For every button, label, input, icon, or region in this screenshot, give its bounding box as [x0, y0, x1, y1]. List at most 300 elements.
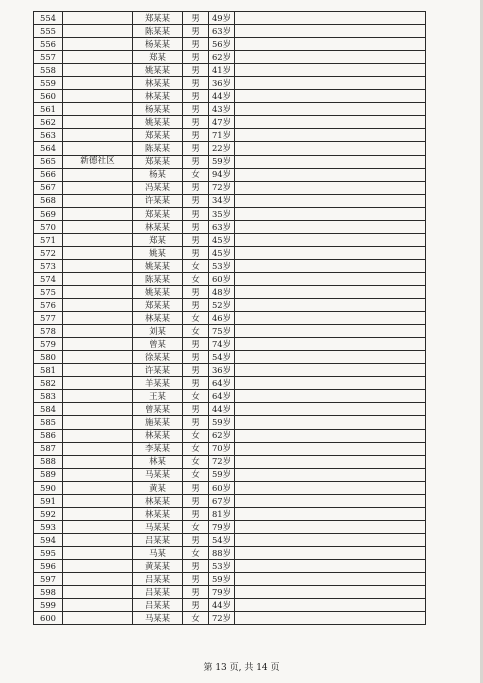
name-cell: 林某某: [133, 312, 183, 325]
community-cell: [63, 364, 133, 377]
remarks-cell: [235, 494, 426, 507]
sex-cell: 男: [183, 481, 209, 494]
age-cell: 47岁: [209, 116, 235, 129]
table-row: [34, 312, 426, 325]
row-number-cell: 564: [34, 142, 63, 155]
table-row: [34, 90, 426, 103]
table-row: [34, 468, 426, 481]
row-number-cell: 593: [34, 520, 63, 533]
row-number-cell: 585: [34, 416, 63, 429]
remarks-cell: [235, 142, 426, 155]
sex-cell: 男: [183, 246, 209, 259]
table-row: [34, 520, 426, 533]
name-cell: 姚某: [133, 246, 183, 259]
age-cell: 62岁: [209, 429, 235, 442]
row-number-cell: 574: [34, 272, 63, 285]
sex-cell: 男: [183, 194, 209, 207]
remarks-cell: [235, 429, 426, 442]
sex-cell: 男: [183, 51, 209, 64]
age-cell: 34岁: [209, 194, 235, 207]
age-cell: 71岁: [209, 129, 235, 142]
row-number-cell: 566: [34, 168, 63, 181]
sex-cell: 男: [183, 142, 209, 155]
age-cell: 56岁: [209, 38, 235, 51]
row-number-cell: 557: [34, 51, 63, 64]
age-cell: 44岁: [209, 599, 235, 612]
remarks-cell: [235, 442, 426, 455]
sex-cell: 男: [183, 559, 209, 572]
age-cell: 54岁: [209, 351, 235, 364]
name-cell: 马某某: [133, 520, 183, 533]
name-cell: 郑某: [133, 233, 183, 246]
community-cell: [63, 390, 133, 403]
table-row: [34, 612, 426, 625]
table-row: [34, 586, 426, 599]
table-row: [34, 573, 426, 586]
table-row: [34, 559, 426, 572]
sex-cell: 男: [183, 573, 209, 586]
community-cell: [63, 168, 133, 181]
age-cell: 45岁: [209, 233, 235, 246]
row-number-cell: 580: [34, 351, 63, 364]
age-cell: 52岁: [209, 299, 235, 312]
community-cell: [63, 233, 133, 246]
age-cell: 59岁: [209, 155, 235, 168]
row-number-cell: 581: [34, 364, 63, 377]
sex-cell: 女: [183, 429, 209, 442]
sex-cell: 女: [183, 390, 209, 403]
table-row: [34, 299, 426, 312]
sex-cell: 女: [183, 546, 209, 559]
sex-cell: 女: [183, 325, 209, 338]
community-cell: [63, 90, 133, 103]
table-row: [34, 338, 426, 351]
sex-cell: 女: [183, 168, 209, 181]
table-row: [34, 168, 426, 181]
row-number-cell: 561: [34, 103, 63, 116]
age-cell: 59岁: [209, 416, 235, 429]
age-cell: 22岁: [209, 142, 235, 155]
remarks-cell: [235, 64, 426, 77]
row-number-cell: 582: [34, 377, 63, 390]
remarks-cell: [235, 351, 426, 364]
name-cell: 杨某某: [133, 103, 183, 116]
table-row: [34, 246, 426, 259]
age-cell: 44岁: [209, 403, 235, 416]
remarks-cell: [235, 246, 426, 259]
community-cell: [63, 507, 133, 520]
remarks-cell: [235, 168, 426, 181]
table-row: [34, 51, 426, 64]
row-number-cell: 563: [34, 129, 63, 142]
age-cell: 43岁: [209, 103, 235, 116]
row-number-cell: 590: [34, 481, 63, 494]
row-number-cell: 578: [34, 325, 63, 338]
remarks-cell: [235, 285, 426, 298]
age-cell: 72岁: [209, 455, 235, 468]
sex-cell: 女: [183, 520, 209, 533]
name-cell: 马某: [133, 546, 183, 559]
community-cell: [63, 351, 133, 364]
community-cell: [63, 77, 133, 90]
sex-cell: 男: [183, 155, 209, 168]
roster-table: [33, 11, 426, 625]
community-cell: [63, 299, 133, 312]
row-number-cell: 562: [34, 116, 63, 129]
remarks-cell: [235, 207, 426, 220]
remarks-cell: [235, 116, 426, 129]
sex-cell: 男: [183, 586, 209, 599]
age-cell: 45岁: [209, 246, 235, 259]
row-number-cell: 575: [34, 285, 63, 298]
name-cell: 杨某: [133, 168, 183, 181]
sex-cell: 男: [183, 90, 209, 103]
community-cell: [63, 220, 133, 233]
age-cell: 79岁: [209, 520, 235, 533]
roster-body: [34, 12, 426, 625]
remarks-cell: [235, 12, 426, 25]
community-cell: [63, 38, 133, 51]
remarks-cell: [235, 468, 426, 481]
row-number-cell: 565: [34, 155, 63, 168]
sex-cell: 男: [183, 25, 209, 38]
remarks-cell: [235, 155, 426, 168]
sex-cell: 男: [183, 77, 209, 90]
row-number-cell: 600: [34, 612, 63, 625]
age-cell: 63岁: [209, 25, 235, 38]
age-cell: 94岁: [209, 168, 235, 181]
community-cell: [63, 25, 133, 38]
row-number-cell: 567: [34, 181, 63, 194]
community-cell: [63, 494, 133, 507]
sex-cell: 男: [183, 116, 209, 129]
table-row: [34, 416, 426, 429]
sex-cell: 男: [183, 599, 209, 612]
name-cell: 马某某: [133, 468, 183, 481]
age-cell: 53岁: [209, 559, 235, 572]
table-row: [34, 64, 426, 77]
community-cell: [63, 442, 133, 455]
age-cell: 74岁: [209, 338, 235, 351]
community-cell: [63, 559, 133, 572]
name-cell: 曾某某: [133, 403, 183, 416]
age-cell: 62岁: [209, 51, 235, 64]
sex-cell: 女: [183, 468, 209, 481]
sex-cell: 男: [183, 416, 209, 429]
community-cell: [63, 468, 133, 481]
sex-cell: 男: [183, 364, 209, 377]
sex-cell: 女: [183, 442, 209, 455]
community-cell: [63, 312, 133, 325]
sex-cell: 女: [183, 312, 209, 325]
name-cell: 王某: [133, 390, 183, 403]
sex-cell: 男: [183, 403, 209, 416]
sex-cell: 女: [183, 612, 209, 625]
community-cell: [63, 116, 133, 129]
remarks-cell: [235, 416, 426, 429]
sex-cell: 男: [183, 507, 209, 520]
age-cell: 36岁: [209, 77, 235, 90]
community-cell: [63, 546, 133, 559]
table-row: [34, 403, 426, 416]
table-row: [34, 103, 426, 116]
table-row: [34, 38, 426, 51]
name-cell: 林某: [133, 455, 183, 468]
age-cell: 48岁: [209, 285, 235, 298]
table-row: [34, 507, 426, 520]
table-row: [34, 25, 426, 38]
remarks-cell: [235, 220, 426, 233]
name-cell: 施某某: [133, 416, 183, 429]
age-cell: 72岁: [209, 612, 235, 625]
age-cell: 36岁: [209, 364, 235, 377]
remarks-cell: [235, 77, 426, 90]
row-number-cell: 556: [34, 38, 63, 51]
sex-cell: 男: [183, 64, 209, 77]
sex-cell: 男: [183, 533, 209, 546]
table-row: [34, 272, 426, 285]
community-cell: [63, 325, 133, 338]
row-number-cell: 596: [34, 559, 63, 572]
row-number-cell: 568: [34, 194, 63, 207]
row-number-cell: 560: [34, 90, 63, 103]
remarks-cell: [235, 403, 426, 416]
table-row: [34, 181, 426, 194]
sex-cell: 男: [183, 103, 209, 116]
name-cell: 郑某某: [133, 12, 183, 25]
remarks-cell: [235, 259, 426, 272]
community-cell: [63, 103, 133, 116]
community-cell: [63, 533, 133, 546]
sex-cell: 男: [183, 12, 209, 25]
age-cell: 44岁: [209, 90, 235, 103]
age-cell: 72岁: [209, 181, 235, 194]
name-cell: 曾某: [133, 338, 183, 351]
sex-cell: 男: [183, 220, 209, 233]
remarks-cell: [235, 299, 426, 312]
name-cell: 陈某某: [133, 25, 183, 38]
table-row: [34, 364, 426, 377]
row-number-cell: 583: [34, 390, 63, 403]
age-cell: 63岁: [209, 220, 235, 233]
table-row: [34, 481, 426, 494]
community-cell: [63, 573, 133, 586]
community-cell: [63, 272, 133, 285]
community-cell: [63, 12, 133, 25]
table-row: [34, 233, 426, 246]
row-number-cell: 586: [34, 429, 63, 442]
remarks-cell: [235, 325, 426, 338]
name-cell: 郑某某: [133, 129, 183, 142]
table-row: [34, 377, 426, 390]
table-row: [34, 12, 426, 25]
row-number-cell: 599: [34, 599, 63, 612]
community-cell: [63, 416, 133, 429]
table-row: [34, 455, 426, 468]
remarks-cell: [235, 364, 426, 377]
remarks-cell: [235, 390, 426, 403]
age-cell: 35岁: [209, 207, 235, 220]
row-number-cell: 595: [34, 546, 63, 559]
row-number-cell: 591: [34, 494, 63, 507]
sex-cell: 男: [183, 285, 209, 298]
name-cell: 林某某: [133, 90, 183, 103]
community-cell: [63, 194, 133, 207]
community-cell: [63, 51, 133, 64]
table-row: [34, 220, 426, 233]
table-row: [34, 599, 426, 612]
row-number-cell: 592: [34, 507, 63, 520]
community-cell: [63, 455, 133, 468]
remarks-cell: [235, 233, 426, 246]
age-cell: 79岁: [209, 586, 235, 599]
name-cell: 郑某: [133, 51, 183, 64]
remarks-cell: [235, 38, 426, 51]
table-row: [34, 207, 426, 220]
table-row: [34, 325, 426, 338]
name-cell: 郑某某: [133, 207, 183, 220]
name-cell: 吕某某: [133, 533, 183, 546]
table-row: [34, 285, 426, 298]
community-cell: [63, 612, 133, 625]
sex-cell: 男: [183, 38, 209, 51]
table-row: [34, 155, 426, 168]
sex-cell: 男: [183, 351, 209, 364]
row-number-cell: 577: [34, 312, 63, 325]
table-row: [34, 194, 426, 207]
row-number-cell: 571: [34, 233, 63, 246]
community-cell: [63, 207, 133, 220]
community-cell: [63, 481, 133, 494]
table-row: [34, 390, 426, 403]
sex-cell: 男: [183, 377, 209, 390]
name-cell: 马某某: [133, 612, 183, 625]
sex-cell: 女: [183, 272, 209, 285]
row-number-cell: 572: [34, 246, 63, 259]
remarks-cell: [235, 507, 426, 520]
name-cell: 林某某: [133, 77, 183, 90]
name-cell: 刘某: [133, 325, 183, 338]
sex-cell: 男: [183, 129, 209, 142]
name-cell: 许某某: [133, 364, 183, 377]
table-row: [34, 533, 426, 546]
remarks-cell: [235, 533, 426, 546]
row-number-cell: 589: [34, 468, 63, 481]
remarks-cell: [235, 559, 426, 572]
row-number-cell: 576: [34, 299, 63, 312]
name-cell: 黄某: [133, 481, 183, 494]
remarks-cell: [235, 312, 426, 325]
remarks-cell: [235, 599, 426, 612]
remarks-cell: [235, 546, 426, 559]
community-cell: [63, 142, 133, 155]
community-cell: [63, 129, 133, 142]
name-cell: 冯某某: [133, 181, 183, 194]
remarks-cell: [235, 338, 426, 351]
row-number-cell: 598: [34, 586, 63, 599]
row-number-cell: 594: [34, 533, 63, 546]
sex-cell: 女: [183, 455, 209, 468]
name-cell: 郑某某: [133, 155, 183, 168]
name-cell: 林某某: [133, 429, 183, 442]
name-cell: 姚某某: [133, 64, 183, 77]
remarks-cell: [235, 377, 426, 390]
name-cell: 黄某某: [133, 559, 183, 572]
name-cell: 吕某某: [133, 599, 183, 612]
row-number-cell: 573: [34, 259, 63, 272]
age-cell: 64岁: [209, 390, 235, 403]
table-row: [34, 142, 426, 155]
name-cell: 姚某某: [133, 116, 183, 129]
name-cell: 吕某某: [133, 586, 183, 599]
age-cell: 70岁: [209, 442, 235, 455]
name-cell: 杨某某: [133, 38, 183, 51]
table-row: [34, 351, 426, 364]
community-cell: [63, 338, 133, 351]
sex-cell: 男: [183, 207, 209, 220]
age-cell: 59岁: [209, 573, 235, 586]
age-cell: 88岁: [209, 546, 235, 559]
age-cell: 75岁: [209, 325, 235, 338]
table-row: [34, 259, 426, 272]
remarks-cell: [235, 181, 426, 194]
name-cell: 许某某: [133, 194, 183, 207]
table-row: [34, 442, 426, 455]
community-cell: [63, 599, 133, 612]
name-cell: 陈某某: [133, 272, 183, 285]
row-number-cell: 555: [34, 25, 63, 38]
name-cell: 羊某某: [133, 377, 183, 390]
table-row: [34, 129, 426, 142]
row-number-cell: 588: [34, 455, 63, 468]
sex-cell: 男: [183, 494, 209, 507]
remarks-cell: [235, 129, 426, 142]
community-cell: [63, 429, 133, 442]
row-number-cell: 554: [34, 12, 63, 25]
remarks-cell: [235, 272, 426, 285]
community-cell: [63, 259, 133, 272]
name-cell: 姚某某: [133, 285, 183, 298]
sex-cell: 女: [183, 259, 209, 272]
remarks-cell: [235, 612, 426, 625]
age-cell: 46岁: [209, 312, 235, 325]
page-footer: 第 13 页, 共 14 页: [203, 663, 280, 673]
name-cell: 姚某某: [133, 259, 183, 272]
age-cell: 67岁: [209, 494, 235, 507]
name-cell: 陈某某: [133, 142, 183, 155]
row-number-cell: 559: [34, 77, 63, 90]
remarks-cell: [235, 455, 426, 468]
remarks-cell: [235, 90, 426, 103]
name-cell: 林某某: [133, 494, 183, 507]
remarks-cell: [235, 25, 426, 38]
age-cell: 49岁: [209, 12, 235, 25]
community-cell: [63, 586, 133, 599]
remarks-cell: [235, 520, 426, 533]
community-cell: [63, 520, 133, 533]
sex-cell: 男: [183, 181, 209, 194]
community-cell: [63, 64, 133, 77]
age-cell: 59岁: [209, 468, 235, 481]
table-row: [34, 116, 426, 129]
age-cell: 64岁: [209, 377, 235, 390]
age-cell: 60岁: [209, 481, 235, 494]
name-cell: 郑某某: [133, 299, 183, 312]
row-number-cell: 597: [34, 573, 63, 586]
remarks-cell: [235, 51, 426, 64]
age-cell: 41岁: [209, 64, 235, 77]
table-row: [34, 77, 426, 90]
